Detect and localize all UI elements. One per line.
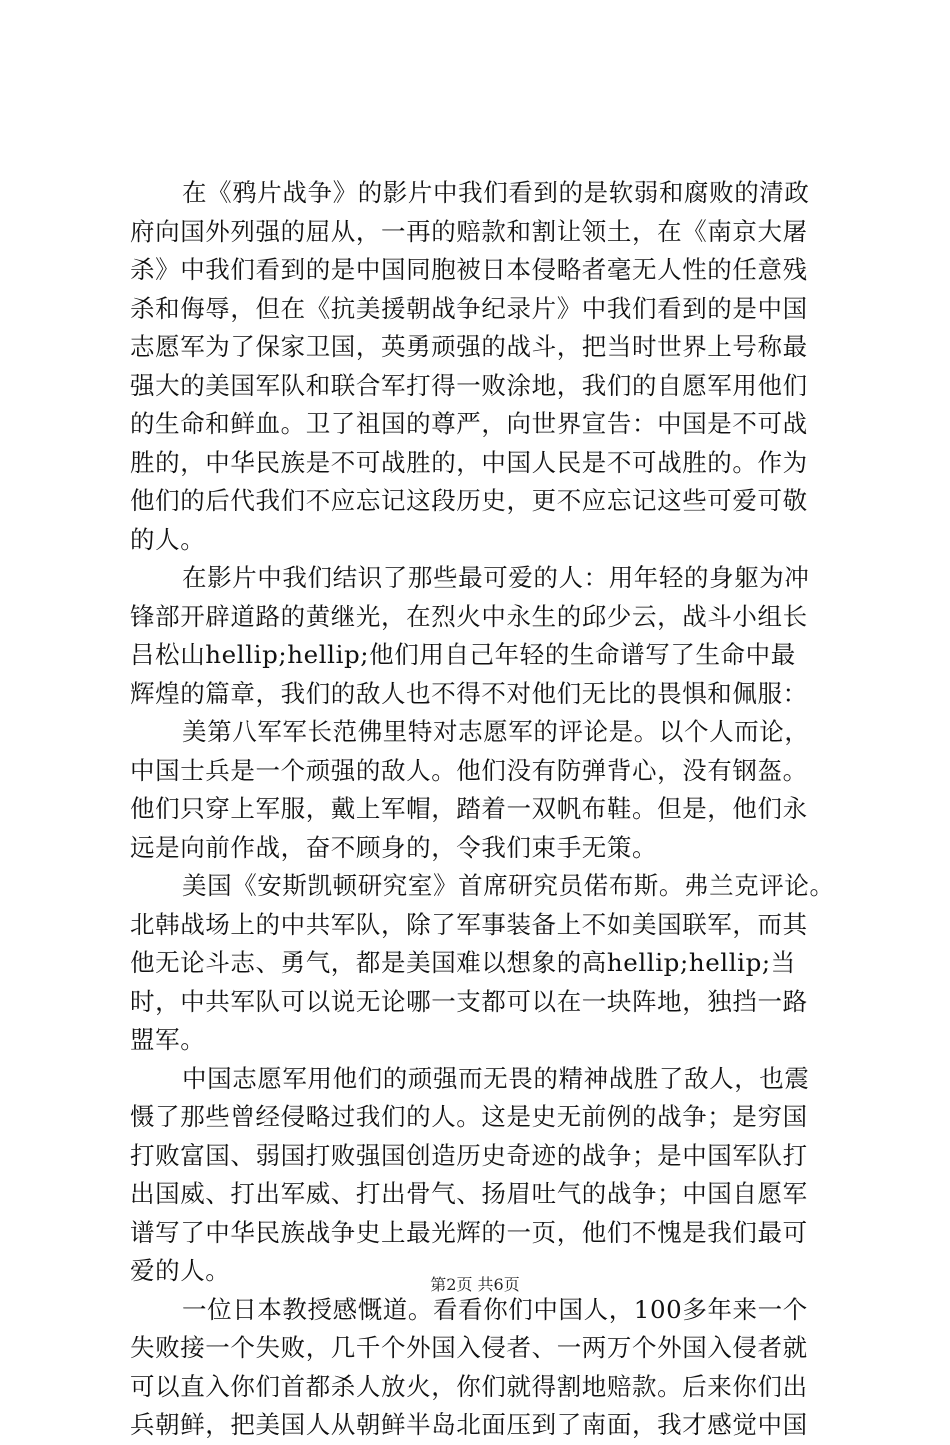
text-line: 出国威、打出军威、打出骨气、扬眉吐气的战争；中国自愿军 (130, 1179, 808, 1208)
text-line: 的生命和鲜血。卫了祖国的尊严，向世界宣告：中国是不可战 (130, 409, 808, 438)
text-line: 中国志愿军用他们的顽强而无畏的精神战胜了敌人，也震 (182, 1063, 810, 1093)
text-line: 慑了那些曾经侵略过我们的人。这是史无前例的战争；是穷国 (130, 1102, 808, 1131)
text-line: 在《鸦片战争》的影片中我们看到的是软弱和腐败的清政 (182, 178, 810, 207)
text-line: 远是向前作战，奋不顾身的，令我们束手无策。 (130, 832, 658, 862)
paragraph-1 (130, 174, 830, 559)
paragraph-3 (130, 713, 830, 867)
text-line: 兵朝鲜，把美国人从朝鲜半岛北面压到了南面，我才感觉中国 (130, 1410, 808, 1439)
paragraph-6 (130, 1291, 830, 1445)
paragraph-5 (130, 1060, 830, 1291)
document-body (130, 174, 835, 1445)
text-line: 府向国外列强的屈从，一再的赔款和割让领土，在《南京大屠 (130, 216, 808, 246)
text-line: 的人。 (130, 524, 206, 554)
text-line: 可以直入你们首都杀人放火，你们就得割地赔款。后来你们出 (130, 1371, 808, 1401)
text-line: 盟军。 (130, 1025, 206, 1054)
text-line: 中国士兵是一个顽强的敌人。他们没有防弹背心，没有钢盔。 (130, 755, 808, 785)
text-line: 锋部开辟道路的黄继光，在烈火中永生的邱少云，战斗小组长 (130, 601, 808, 631)
text-line: 谱写了中华民族战争史上最光辉的一页，他们不愧是我们最可 (130, 1217, 808, 1247)
text-line: 美第八军军长范佛里特对志愿军的评论是。以个人而论， (182, 717, 810, 746)
text-line: 杀》中我们看到的是中国同胞被日本侵略者毫无人性的任意残 (130, 255, 808, 284)
text-line: 杀和侮辱，但在《抗美援朝战争纪录片》中我们看到的是中国 (130, 293, 808, 323)
text-line: 吕松山hellip;hellip;他们用自己年轻的生命谱写了生命中最 (130, 640, 796, 669)
text-line: 他们的后代我们不应忘记这段历史，更不应忘记这些可爱可敬 (130, 486, 808, 515)
text-line: 强大的美国军队和联合军打得一败涂地，我们的自愿军用他们 (130, 370, 808, 400)
text-line: 爱的人。 (130, 1256, 231, 1285)
page-number-footer: 第2页 共6页 (430, 1275, 520, 1294)
text-line: 他们只穿上军服，戴上军帽，踏着一双帆布鞋。但是，他们永 (130, 794, 808, 823)
paragraph-4 (130, 867, 835, 1060)
text-line: 时，中共军队可以说无论哪一支都可以在一块阵地，独挡一路 (130, 986, 808, 1016)
text-line: 打败富国、弱国打败强国创造历史奇迹的战争；是中国军队打 (130, 1140, 808, 1170)
paragraph-2 (130, 559, 830, 713)
text-line: 胜的，中华民族是不可战胜的，中国人民是不可战胜的。作为 (130, 447, 808, 477)
text-line: 美国《安斯凯顿研究室》首席研究员偌布斯。弗兰克评论。 (182, 871, 835, 900)
text-line: 辉煌的篇章，我们的敌人也不得不对他们无比的畏惧和佩服： (130, 678, 808, 708)
text-line: 在影片中我们结识了那些最可爱的人：用年轻的身躯为冲 (182, 563, 810, 592)
text-line: 北韩战场上的中共军队，除了军事装备上不如美国联军，而其 (130, 909, 808, 939)
text-line: 他无论斗志、勇气，都是美国难以想象的高hellip;hellip;当 (130, 948, 796, 977)
text-line: 志愿军为了保家卫国，英勇顽强的战斗，把当时世界上号称最 (130, 332, 808, 361)
text-line: 失败接一个失败，几千个外国入侵者、一两万个外国入侵者就 (130, 1333, 808, 1362)
text-line: 一位日本教授感慨道。看看你们中国人，100多年来一个 (182, 1294, 808, 1324)
